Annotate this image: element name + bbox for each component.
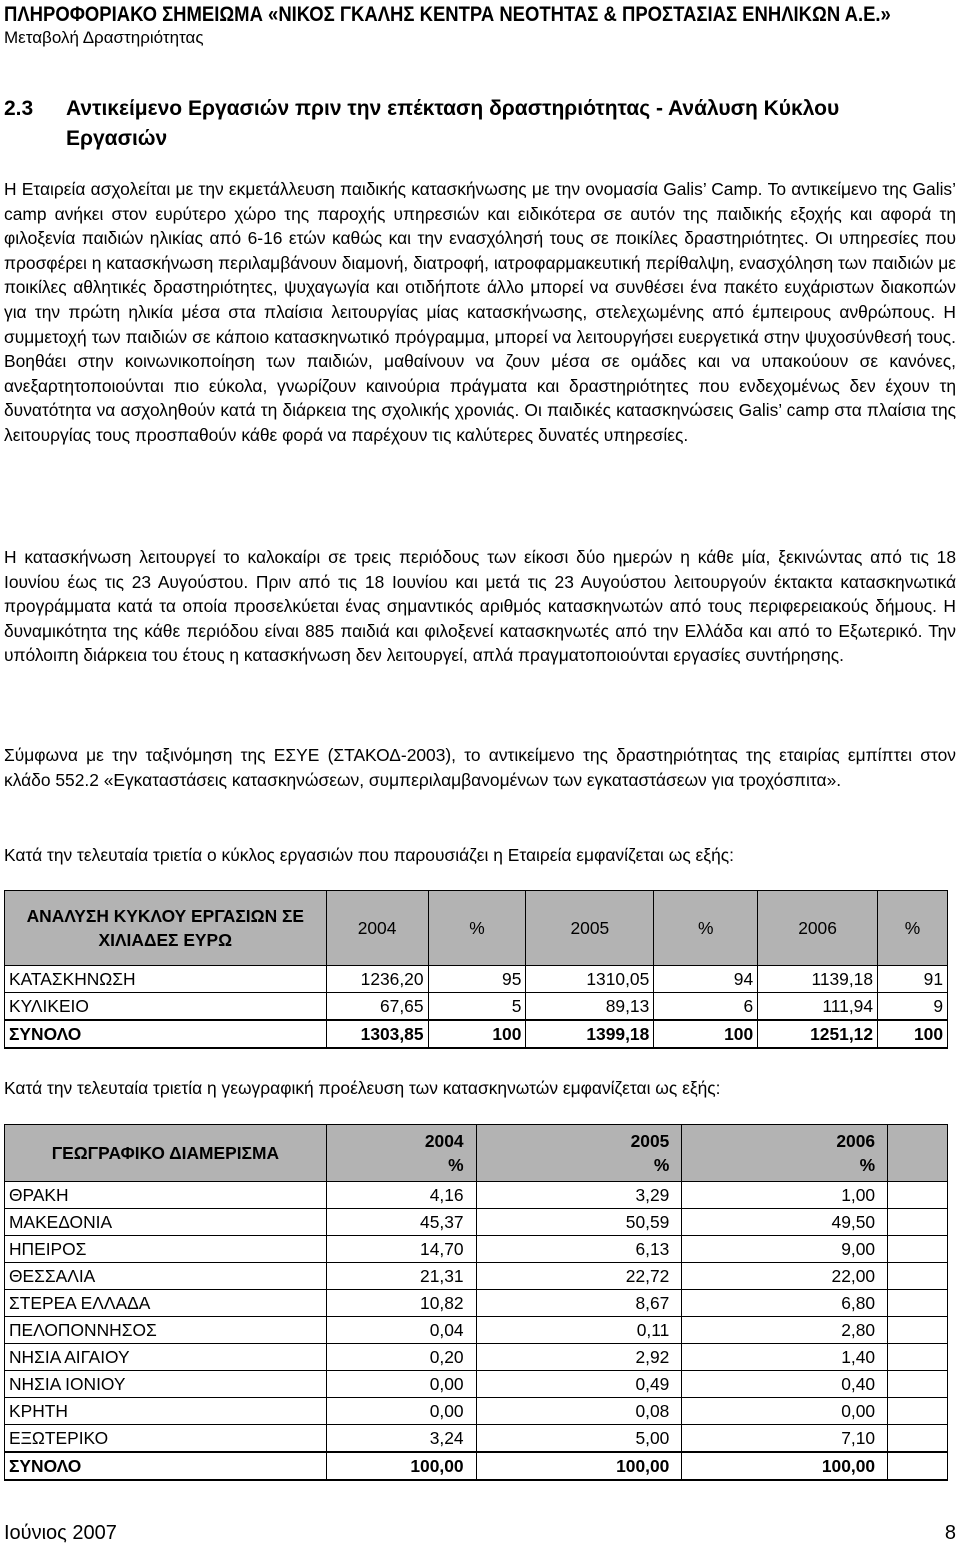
table-row xyxy=(5,1209,948,1236)
table-cell: 1,40 xyxy=(682,1344,888,1371)
table-cell: ΘΡΑΚΗ xyxy=(5,1182,327,1209)
table-cell: 45,37 xyxy=(326,1209,476,1236)
table-cell: 100,00 xyxy=(326,1452,476,1480)
table-cell xyxy=(888,1263,948,1290)
table-header-cell: 2006 xyxy=(758,891,878,966)
percent-label: % xyxy=(448,1155,464,1175)
table-cell: 5,00 xyxy=(476,1425,682,1453)
table-cell xyxy=(888,1398,948,1425)
table-row xyxy=(5,1344,948,1371)
paragraph-intro: Η Εταιρεία ασχολείται με την εκμετάλλευση παιδικής κατασκήνωσης με την ονομασία Galis’ Camp. Το αντικείμενο της Galis’ camp ανήκει στον ευρύτερο χώρο της παροχής υπηρεσιών και ειδικότερα σε αυτόν της παιδικής εξοχής και αφορά τη φιλοξενία παιδιών ηλικίας από 6-16 ετών καθώς και την ενασχόλησή τους σε ποικίλες δραστηριότητες. Οι υπηρεσίες που προσφέρει η κατασκήνωση περιλαμβάνουν διαμονή, διατροφή, ιατροφαρμακευτική περίθαλψη, ενασχόληση των παιδιών με ποικίλες αθλητικές δραστηριότητες, ψυχαγωγία και οτιδήποτε άλλο μπορεί να συνθέσει ένα πακέτο ευχάριστων διακοπών για την πρώτη ηλικία μέσα στα πλαίσια λειτουργίας μίας κατασκήνωσης, στελεχωμένης από έμπειρους ανθρώπους. Η συμμετοχή των παιδιών σε κάποιο κατασκηνωτικό πρόγραμμα, μπορεί να λειτουργήσει ευεργετικά στην ψυχοσύνθεσή τους. Βοηθάει στην κοινωνικοποίηση των παιδιών, μαθαίνουν να ζουν μέσα σε ομάδες και να υπακούουν σε κανόνες, ανεξαρτητοποιούνται πιο εύκολα, γνωρίζουν καινούρια πράγματα και δραστηριότητες που ενδεχομένως δεν έχουν τη δυνατότητα να ασχοληθούν κατά τη διάρκεια της σχολικής χρονιάς. Οι παιδικές κατασκηνώσεις Galis’ camp στα πλαίσια της λειτουργίας τους προσπαθούν κάθε φορά να παρέχουν τις καλύτερες δυνατές υπηρεσίες. xyxy=(4,179,956,445)
table-cell: 49,50 xyxy=(682,1209,888,1236)
paragraph-geography-intro: Κατά την τελευταία τριετία η γεωγραφική προέλευση των κατασκηνωτών εμφανίζεται ως εξής: xyxy=(4,1078,721,1098)
table-cell: ΘΕΣΣΑΛΙΑ xyxy=(5,1263,327,1290)
table-header-cell: 2004 xyxy=(326,891,428,966)
table-cell: 1,00 xyxy=(682,1182,888,1209)
table-header-cell: ΓΕΩΓΡΑΦΙΚΟ ΔΙΑΜΕΡΙΣΜΑ xyxy=(5,1125,327,1182)
geography-table xyxy=(4,1124,948,1481)
table-cell: 0,20 xyxy=(326,1344,476,1371)
table-cell: 3,24 xyxy=(326,1425,476,1453)
table-row xyxy=(5,1371,948,1398)
table-cell: ΝΗΣΙΑ ΑΙΓΑΙΟΥ xyxy=(5,1344,327,1371)
paragraph-operation: Η κατασκήνωση λειτουργεί το καλοκαίρι σε τρεις περιόδους των είκοσι δύο ημερών η κάθε μία, ξεκινώντας από τις 18 Ιουνίου έως τις 23 Αυγούστου. Πριν από τις 18 Ιουνίου και μετά τις 23 Αυγούστου λειτουργούν έκτακτα κατασκηνωτικά προγράμματα κατά τα οποία προσελκύεται ένας σημαντικός αριθμός κατασκηνωτών από τους περιφερειακούς δήμους. Η δυναμικότητα της κάθε περιόδου είναι 885 παιδιά και φιλοξενεί κατασκηνωτές από την Ελλάδα και από το Εξωτερικό. Την υπόλοιπη διάρκεια του έτους η κατασκήνωση δεν λειτουργεί, απλά πραγματοποιούνται εργασίες συντήρησης. xyxy=(4,547,956,666)
header-subtitle: Μεταβολή Δραστηριότητας xyxy=(4,28,204,47)
paragraph-classification: Σύμφωνα με την ταξινόμηση της ΕΣΥΕ (ΣΤΑΚΟΔ-2003), το αντικείμενο της δραστηριότητας της εταιρίας εμπίπτει στον κλάδο 552.2 «Εγκαταστάσεις κατασκηνώσεων, συμπεριλαμβανομένων των εγκαταστάσεων για τροχόσπιτα». xyxy=(4,745,956,790)
table-cell: 0,40 xyxy=(682,1371,888,1398)
table-cell: 22,00 xyxy=(682,1263,888,1290)
table-row xyxy=(5,1317,948,1344)
table-cell xyxy=(888,1425,948,1453)
table-cell xyxy=(888,1344,948,1371)
table-cell: 1139,18 xyxy=(758,966,878,993)
header-title: ΠΛΗΡΟΦΟΡΙΑΚΟ ΣΗΜΕΙΩΜΑ «ΝΙΚΟΣ ΓΚΑΛΗΣ ΚΕΝΤΡΑ ΝΕΟΤΗΤΑΣ & ΠΡΟΣΤΑΣΙΑΣ ΕΝΗΛΙΚΩΝ Α.Ε.» xyxy=(4,3,891,26)
table-cell: ΣΥΝΟΛΟ xyxy=(5,1452,327,1480)
table-cell: 3,29 xyxy=(476,1182,682,1209)
table-cell: 100 xyxy=(428,1020,526,1048)
table-cell: 7,10 xyxy=(682,1425,888,1453)
table-cell: 1251,12 xyxy=(758,1020,878,1048)
table-cell: ΣΤΕΡΕΑ ΕΛΛΑΔΑ xyxy=(5,1290,327,1317)
table-cell: 9 xyxy=(878,993,948,1021)
table-cell: 100 xyxy=(654,1020,758,1048)
section-heading xyxy=(4,94,954,154)
table-cell xyxy=(888,1452,948,1480)
table-cell: 0,00 xyxy=(326,1398,476,1425)
table-cell xyxy=(888,1371,948,1398)
table-cell xyxy=(888,1290,948,1317)
table-cell: 89,13 xyxy=(526,993,654,1021)
table-cell: 1303,85 xyxy=(326,1020,428,1048)
table-cell: 6,13 xyxy=(476,1236,682,1263)
year-2005-label: 2005 xyxy=(630,1131,670,1151)
table-cell: 9,00 xyxy=(682,1236,888,1263)
table-header-cell: % xyxy=(878,891,948,966)
table-cell: 95 xyxy=(428,966,526,993)
section-number: 2.3 xyxy=(4,97,34,120)
table-total-row xyxy=(5,1452,948,1480)
table-header-cell: % xyxy=(428,891,526,966)
table-cell: 8,67 xyxy=(476,1290,682,1317)
table-cell: ΚΥΛΙΚΕΙΟ xyxy=(5,993,327,1021)
table-row xyxy=(5,1398,948,1425)
table-cell: ΗΠΕΙΡΟΣ xyxy=(5,1236,327,1263)
table-cell: 100 xyxy=(878,1020,948,1048)
turnover-table xyxy=(4,890,948,1049)
table-cell: 67,65 xyxy=(326,993,428,1021)
section-title-line1: Αντικείμενο Εργασιών πριν την επέκταση δραστηριότητας - Ανάλυση Κύκλου xyxy=(66,97,840,120)
table-cell xyxy=(888,1317,948,1344)
table-cell: 100,00 xyxy=(682,1452,888,1480)
table-row xyxy=(5,1236,948,1263)
table-header-cell: % xyxy=(654,891,758,966)
table-cell xyxy=(888,1236,948,1263)
table-row xyxy=(5,1263,948,1290)
table-cell: 0,00 xyxy=(326,1371,476,1398)
table-row xyxy=(5,1290,948,1317)
table-total-row xyxy=(5,1020,948,1048)
table-header-row xyxy=(5,1125,948,1182)
table-row xyxy=(5,993,948,1021)
table-cell: ΕΞΩΤΕΡΙΚΟ xyxy=(5,1425,327,1453)
table-header-cell xyxy=(682,1125,888,1182)
table-cell: 94 xyxy=(654,966,758,993)
percent-label: % xyxy=(859,1155,876,1175)
table-cell: ΠΕΛΟΠΟΝΝΗΣΟΣ xyxy=(5,1317,327,1344)
table-header-cell xyxy=(476,1125,682,1182)
table-cell: 2,92 xyxy=(476,1344,682,1371)
table-header-cell xyxy=(888,1125,948,1182)
table-header-cell: ΑΝΑΛΥΣΗ ΚΥΚΛΟΥ ΕΡΓΑΣΙΩΝ ΣΕ ΧΙΛΙΑΔΕΣ ΕΥΡΩ xyxy=(5,891,327,966)
table-cell xyxy=(888,1182,948,1209)
table-cell: 10,82 xyxy=(326,1290,476,1317)
table-cell: 91 xyxy=(878,966,948,993)
table-cell: ΚΡΗΤΗ xyxy=(5,1398,327,1425)
table-row xyxy=(5,1182,948,1209)
table-cell: ΝΗΣΙΑ ΙΟΝΙΟΥ xyxy=(5,1371,327,1398)
table-cell: 2,80 xyxy=(682,1317,888,1344)
percent-label: % xyxy=(653,1155,670,1175)
page-number: 8 xyxy=(944,1522,956,1544)
table-cell: 1236,20 xyxy=(326,966,428,993)
table-row xyxy=(5,966,948,993)
table-cell: 1310,05 xyxy=(526,966,654,993)
footer-date: Ιούνιος 2007 xyxy=(4,1522,117,1544)
table-cell: 0,04 xyxy=(326,1317,476,1344)
table-header-cell: 2005 xyxy=(526,891,654,966)
table-cell: 111,94 xyxy=(758,993,878,1021)
year-2006-label: 2006 xyxy=(836,1131,876,1151)
year-2004-label: 2004 xyxy=(424,1131,464,1151)
page-header xyxy=(4,2,956,48)
paragraph-turnover-intro: Κατά την τελευταία τριετία ο κύκλος εργασιών που παρουσιάζει η Εταιρεία εμφανίζεται ως εξής: xyxy=(4,845,734,865)
table-cell: ΣΥΝΟΛΟ xyxy=(5,1020,327,1048)
table-cell xyxy=(888,1209,948,1236)
table-row xyxy=(5,1425,948,1453)
table-cell: ΜΑΚΕΔΟΝΙΑ xyxy=(5,1209,327,1236)
table-cell: 21,31 xyxy=(326,1263,476,1290)
table-cell: 5 xyxy=(428,993,526,1021)
table-cell: 50,59 xyxy=(476,1209,682,1236)
table-cell: 0,11 xyxy=(476,1317,682,1344)
table-cell: 6 xyxy=(654,993,758,1021)
section-title-line2: Εργασιών xyxy=(66,127,168,150)
table-cell: 1399,18 xyxy=(526,1020,654,1048)
table-cell: 0,00 xyxy=(682,1398,888,1425)
page-footer xyxy=(4,1520,956,1546)
table-cell: 0,08 xyxy=(476,1398,682,1425)
table-cell: ΚΑΤΑΣΚΗΝΩΣΗ xyxy=(5,966,327,993)
table-header-row xyxy=(5,891,948,966)
table-cell: 0,49 xyxy=(476,1371,682,1398)
table-header-cell xyxy=(326,1125,476,1182)
table-cell: 100,00 xyxy=(476,1452,682,1480)
table-cell: 4,16 xyxy=(326,1182,476,1209)
table-cell: 6,80 xyxy=(682,1290,888,1317)
table-cell: 14,70 xyxy=(326,1236,476,1263)
table-cell: 22,72 xyxy=(476,1263,682,1290)
